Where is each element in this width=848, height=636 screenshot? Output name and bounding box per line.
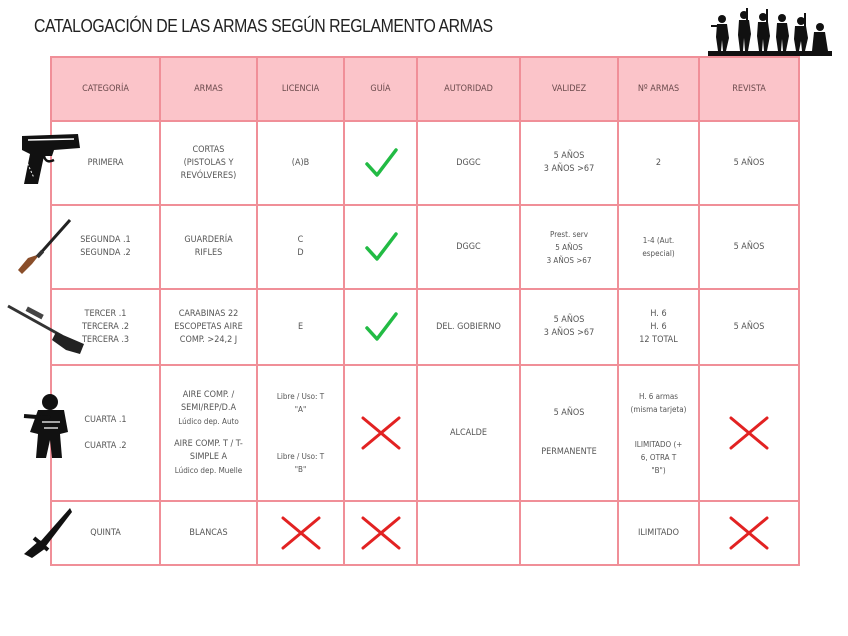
soldiers-silhouette-icon bbox=[708, 5, 832, 57]
page-title: CATALOGACIÓN DE LAS ARMAS SEGÚN REGLAMENTO ARMAS bbox=[34, 16, 493, 36]
num-armas-cell: ILIMITADO (+ 6, OTRA T "B") bbox=[634, 439, 683, 475]
col-header-validez: VALIDEZ bbox=[520, 57, 618, 121]
cross-icon bbox=[279, 515, 323, 551]
armas-cell: AIRE COMP. / SEMI/REP/D.A bbox=[180, 390, 237, 413]
num-armas-cell: 2 bbox=[655, 157, 662, 168]
paintball-player-icon bbox=[20, 392, 76, 462]
armas-cell: BLANCAS bbox=[189, 527, 228, 538]
categoria-cell: CUARTA .1 CUARTA .2 bbox=[84, 414, 127, 451]
num-armas-cell: 1-4 (Aut. especial) bbox=[642, 236, 675, 258]
validez-cell: Prest. serv 5 AÑOS 3 AÑOS >67 bbox=[546, 229, 592, 265]
pistol-icon bbox=[18, 130, 82, 188]
knife-icon bbox=[18, 504, 74, 560]
autoridad-cell: DGGC bbox=[456, 241, 481, 252]
weapons-table bbox=[50, 56, 800, 566]
licencia-cell: E bbox=[297, 321, 304, 332]
table-row bbox=[51, 289, 799, 365]
validez-cell: 5 AÑOS 3 AÑOS >67 bbox=[543, 151, 595, 174]
armas-cell: AIRE COMP. T / T- SIMPLE A bbox=[174, 439, 243, 462]
col-header-guia: GUÍA bbox=[344, 57, 417, 121]
armas-cell: CARABINAS 22 ESCOPETAS AIRE COMP. >24,2 J bbox=[174, 308, 243, 345]
licencia-cell: C D bbox=[297, 235, 304, 258]
cross-icon bbox=[727, 415, 771, 451]
cross-icon bbox=[359, 515, 403, 551]
autoridad-cell: DGGC bbox=[456, 157, 481, 168]
validez-cell: 5 AÑOS 3 AÑOS >67 bbox=[543, 315, 595, 338]
licencia-cell: (A)B bbox=[291, 157, 310, 168]
col-header-autoridad: AUTORIDAD bbox=[417, 57, 520, 121]
validez-cell: 5 AÑOS PERMANENTE bbox=[541, 408, 597, 457]
shotgun-icon bbox=[14, 218, 74, 278]
cross-icon bbox=[359, 415, 403, 451]
col-header-licencia: LICENCIA bbox=[257, 57, 344, 121]
licencia-cell: Libre / Uso: T "B" bbox=[276, 452, 325, 474]
check-icon bbox=[364, 146, 398, 180]
armas-note: Lúdico dep. Muelle bbox=[174, 466, 243, 475]
revista-cell: 5 AÑOS bbox=[733, 321, 765, 332]
num-armas-cell: H. 6 armas (misma tarjeta) bbox=[630, 391, 687, 414]
armas-note: Lúdico dep. Auto bbox=[178, 417, 239, 426]
check-icon bbox=[364, 230, 398, 264]
armas-cell: GUARDERÍA RIFLES bbox=[184, 235, 233, 258]
table-row bbox=[51, 205, 799, 289]
air-rifle-icon bbox=[6, 300, 86, 356]
header-row bbox=[51, 57, 799, 121]
categoria-cell: TERCER .1 TERCERA .2 TERCERA .3 bbox=[81, 308, 130, 345]
autoridad-cell: ALCALDE bbox=[449, 427, 488, 438]
table-row bbox=[51, 365, 799, 501]
revista-cell: 5 AÑOS bbox=[733, 157, 765, 168]
col-header-revista: REVISTA bbox=[699, 57, 799, 121]
col-header-num-armas: Nº ARMAS bbox=[618, 57, 699, 121]
check-icon bbox=[364, 310, 398, 344]
num-armas-cell: ILIMITADO bbox=[637, 527, 680, 538]
categoria-cell: PRIMERA bbox=[87, 157, 124, 168]
categoria-cell: QUINTA bbox=[90, 527, 121, 538]
revista-cell: 5 AÑOS bbox=[733, 241, 765, 252]
col-header-categoria: CATEGORÍA bbox=[51, 57, 160, 121]
autoridad-cell: DEL. GOBIERNO bbox=[436, 321, 501, 332]
table-row bbox=[51, 501, 799, 565]
table-row bbox=[51, 121, 799, 205]
licencia-cell: Libre / Uso: T "A" bbox=[276, 392, 325, 414]
num-armas-cell: H. 6 H. 6 12 TOTAL bbox=[639, 308, 678, 345]
armas-cell: CORTAS (PISTOLAS Y REVÓLVERES) bbox=[180, 144, 237, 181]
cross-icon bbox=[727, 515, 771, 551]
col-header-armas: ARMAS bbox=[160, 57, 257, 121]
categoria-cell: SEGUNDA .1 SEGUNDA .2 bbox=[80, 235, 131, 258]
